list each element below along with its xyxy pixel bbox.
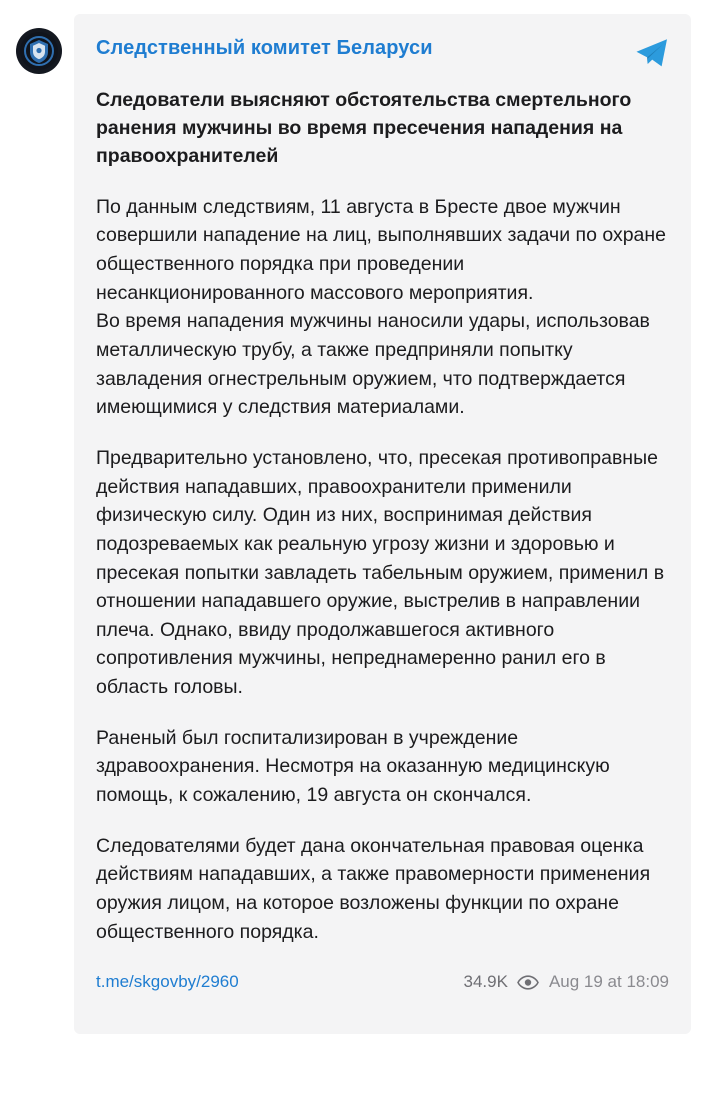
post-meta — [464, 972, 669, 992]
post-header — [96, 36, 669, 73]
post-bubble — [74, 14, 691, 1034]
eye-icon — [517, 975, 539, 990]
avatar[interactable] — [16, 28, 62, 74]
post-paragraph-3: Предварительно установлено, что, пресекая противоправные действия нападавших, правоохранители применили физическую силу. Один из них, воспринимая действия подозреваемых как реальную угрозу жизни и здоровью и пресекая попытки завладеть табельным оружием, применил в отношении нападавшего оружие, выстрелив в направлении плеча. Однако, ввиду продолжавшегося активного сопротивления мужчины, непреднамеренно ранил его в область головы. — [96, 446, 665, 699]
post-paragraph-1: По данным следствиям, 11 августа в Бресте двое мужчин совершили нападение на лиц, выполнявших задачи по охране общественного порядка при проведении несанкционированного массового мероприятия. — [96, 195, 667, 304]
post-paragraph-2: Во время нападения мужчины наносили удары, использовав металлическую трубу, а также предприняли попытку завладения огнестрельным оружием, что подтверждается имеющимися у следствия материалами. — [96, 310, 650, 419]
post-paragraph-4: Раненый был госпитализирован в учреждение здравоохранения. Несмотря на оказанную медицинскую помощь, к сожалению, 19 августа он скончался. — [96, 726, 610, 807]
post-headline: Следователи выясняют обстоятельства смертельного ранения мужчины во время пресечения нападения на правоохранителей — [96, 89, 632, 167]
post-paragraph-5: Следователями будет дана окончательная правовая оценка действиям нападавших, а также правомерности применения оружия лицом, на которое возложены функции по охране общественного порядка. — [96, 834, 651, 943]
channel-name[interactable]: Следственный комитет Беларуси — [96, 37, 433, 59]
views-count: 34.9K — [463, 972, 508, 992]
post-footer — [96, 972, 669, 992]
post-date: Aug 19 at 18:09 — [548, 972, 669, 992]
telegram-icon — [635, 38, 669, 73]
post-permalink[interactable]: t.me/skgovby/2960 — [96, 972, 239, 992]
